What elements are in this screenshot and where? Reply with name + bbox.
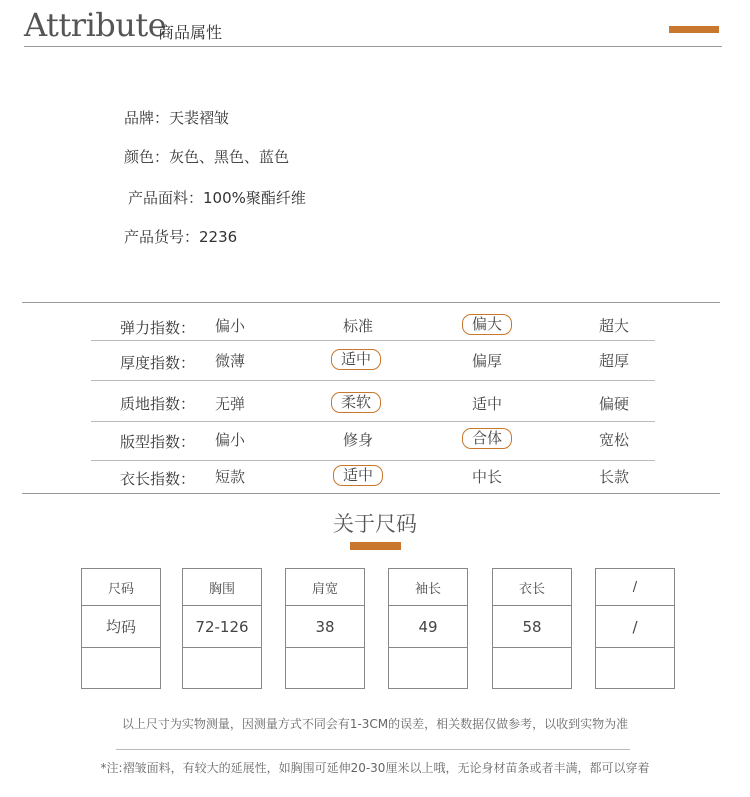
size-column <box>285 568 365 689</box>
attr-item-no: 产品货号：2236 <box>124 228 238 246</box>
index-option: 标准 <box>343 317 374 335</box>
attr-fabric: 产品面料：100%聚酯纤维 <box>128 189 306 207</box>
size-column-header: / <box>596 569 674 606</box>
size-column-header: 尺码 <box>82 569 160 606</box>
index-option: 中长 <box>472 468 503 486</box>
index-row-divider <box>91 340 655 341</box>
index-row-divider <box>91 460 655 461</box>
size-column-empty <box>596 648 674 688</box>
index-label-thickness: 厚度指数： <box>120 354 196 372</box>
size-column-empty <box>286 648 364 688</box>
index-label-elasticity: 弹力指数： <box>120 319 196 337</box>
index-option-selected: 合体 <box>462 428 512 449</box>
index-option: 超大 <box>599 317 630 335</box>
index-row-divider <box>91 421 655 422</box>
index-option: 适中 <box>472 395 503 413</box>
size-column <box>182 568 262 689</box>
size-column-header: 肩宽 <box>286 569 364 606</box>
attr-brand: 品牌：天裴褶皱 <box>124 109 230 127</box>
size-column-header: 袖长 <box>389 569 467 606</box>
size-column <box>81 568 161 689</box>
index-option: 长款 <box>599 468 630 486</box>
index-option: 修身 <box>343 431 374 449</box>
title-cn: 商品属性 <box>158 23 223 42</box>
index-option-selected: 柔软 <box>331 392 381 413</box>
index-option-selected: 适中 <box>333 465 383 486</box>
size-column-value: 72-126 <box>183 606 261 648</box>
index-label-length: 衣长指数： <box>120 470 196 488</box>
index-label-texture: 质地指数： <box>120 395 196 413</box>
index-option: 偏厚 <box>472 352 503 370</box>
fabric-footnote: *注:褶皱面料，有较大的延展性，如胸围可延伸20-30厘米以上哦，无论身材苗条或者丰满，都可以穿着 <box>100 761 650 775</box>
size-column-empty <box>82 648 160 688</box>
index-option: 无弹 <box>215 395 246 413</box>
attr-color: 颜色：灰色、黑色、蓝色 <box>124 148 290 166</box>
size-column-empty <box>493 648 571 688</box>
accent-bar <box>669 26 719 33</box>
index-divider-top <box>22 302 720 303</box>
note-divider <box>116 749 630 750</box>
size-accent-bar <box>350 542 401 550</box>
size-column <box>388 568 468 689</box>
index-option-selected: 适中 <box>331 349 381 370</box>
index-option: 微薄 <box>215 352 246 370</box>
index-row-divider <box>91 380 655 381</box>
title-en: Attribute <box>24 6 167 44</box>
index-option: 偏小 <box>215 431 246 449</box>
index-option: 偏硬 <box>599 395 630 413</box>
size-column-value: 49 <box>389 606 467 648</box>
index-option: 超厚 <box>599 352 630 370</box>
index-divider-bottom <box>22 493 720 494</box>
size-section-title: 关于尺码 <box>333 512 417 536</box>
size-column-empty <box>183 648 261 688</box>
measurement-note: 以上尺寸为实物测量，因测量方式不同会有1-3CM的误差，相关数据仅做参考，以收到实物为准 <box>121 717 629 731</box>
size-column-value: 均码 <box>82 606 160 648</box>
index-option-selected: 偏大 <box>462 314 512 335</box>
size-column-value: 38 <box>286 606 364 648</box>
size-column <box>595 568 675 689</box>
size-column-value: 58 <box>493 606 571 648</box>
index-label-fit: 版型指数： <box>120 433 196 451</box>
size-column <box>492 568 572 689</box>
index-option: 短款 <box>215 468 246 486</box>
size-column-header: 胸围 <box>183 569 261 606</box>
header-divider <box>24 46 722 47</box>
size-column-header: 衣长 <box>493 569 571 606</box>
index-option: 偏小 <box>215 317 246 335</box>
index-option: 宽松 <box>599 431 630 449</box>
size-column-empty <box>389 648 467 688</box>
size-column-value: / <box>596 606 674 648</box>
